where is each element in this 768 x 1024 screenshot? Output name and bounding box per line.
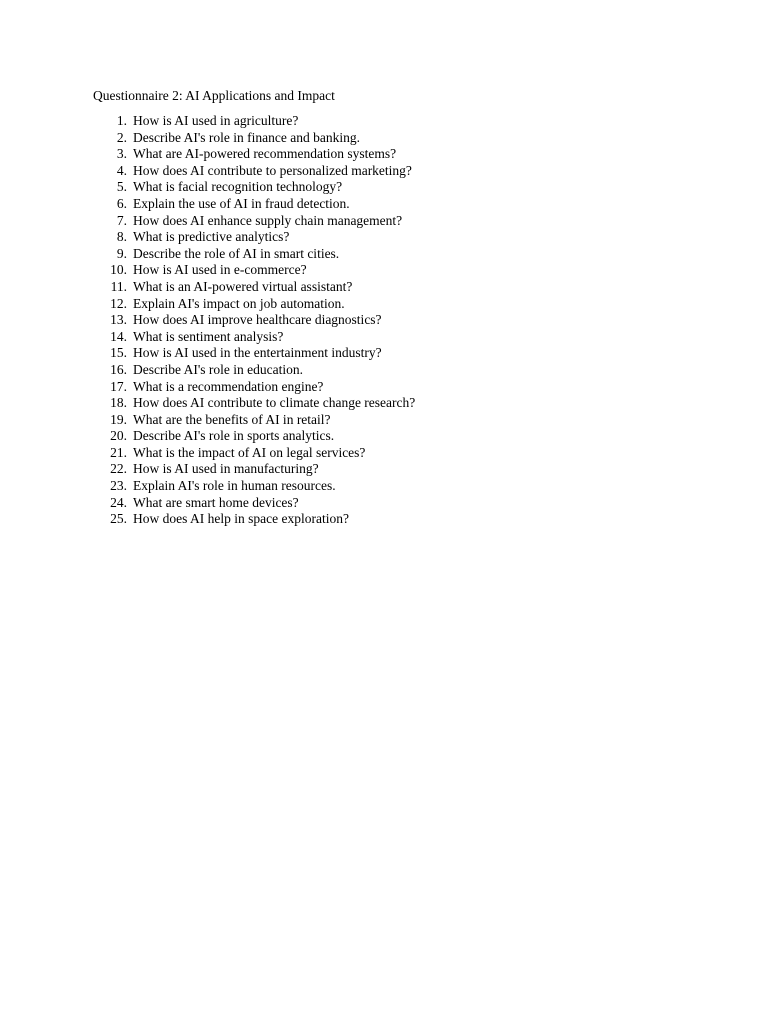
question-text: Explain the use of AI in fraud detection. (133, 195, 350, 211)
question-item (93, 213, 415, 230)
question-item (93, 113, 415, 130)
question-number: 20. (110, 428, 127, 444)
question-text: Explain AI's impact on job automation. (133, 295, 345, 311)
question-number: 7. (116, 212, 127, 228)
question-number: 14. (110, 328, 127, 344)
question-text: How does AI contribute to climate change research? (133, 395, 416, 411)
question-number: 18. (110, 395, 127, 411)
question-item (93, 130, 415, 147)
question-item (93, 345, 415, 362)
question-number: 11. (110, 278, 127, 294)
question-number: 10. (110, 262, 127, 278)
question-number: 2. (116, 129, 127, 145)
question-text: What is an AI-powered virtual assistant? (133, 278, 353, 294)
question-item (93, 511, 415, 528)
question-number: 16. (110, 361, 127, 377)
question-item (93, 379, 415, 396)
question-number: 21. (110, 444, 127, 460)
question-text: What is a recommendation engine? (133, 378, 324, 394)
question-item (93, 412, 415, 429)
question-number: 12. (110, 295, 127, 311)
question-number: 3. (116, 146, 127, 162)
question-text: How does AI contribute to personalized marketing? (133, 162, 412, 178)
question-text: What are the benefits of AI in retail? (133, 411, 331, 427)
question-text: How does AI improve healthcare diagnostics? (133, 312, 382, 328)
question-number: 24. (110, 494, 127, 510)
question-text: How does AI help in space exploration? (133, 511, 349, 527)
question-number: 8. (116, 229, 127, 245)
question-item (93, 179, 415, 196)
document-title: Questionnaire 2: AI Applications and Impact (93, 88, 335, 103)
question-text: Describe AI's role in sports analytics. (133, 428, 335, 444)
question-number: 13. (110, 312, 127, 328)
question-item (93, 312, 415, 329)
question-text: What are smart home devices? (133, 494, 299, 510)
question-item (93, 296, 415, 313)
question-item (93, 146, 415, 163)
question-item (93, 163, 415, 180)
question-number: 1. (116, 113, 127, 128)
question-text: What are AI-powered recommendation systems? (133, 146, 397, 162)
question-text: What is the impact of AI on legal services? (133, 444, 366, 460)
question-text: Explain AI's role in human resources. (133, 478, 336, 494)
question-item (93, 196, 415, 213)
question-item (93, 362, 415, 379)
question-item (93, 395, 415, 412)
question-item (93, 246, 415, 263)
question-item (93, 262, 415, 279)
question-text: How is AI used in agriculture? (133, 113, 299, 128)
question-text: How is AI used in the entertainment industry? (133, 345, 382, 361)
question-number: 17. (110, 378, 127, 394)
question-item (93, 329, 415, 346)
question-number: 9. (116, 245, 127, 261)
question-number: 19. (110, 411, 127, 427)
question-item (93, 495, 415, 512)
question-text: How is AI used in manufacturing? (133, 461, 319, 477)
question-number: 22. (110, 461, 127, 477)
question-item (93, 229, 415, 246)
question-item (93, 445, 415, 462)
question-text: How does AI enhance supply chain management? (133, 212, 403, 228)
question-number: 5. (116, 179, 127, 195)
question-number: 4. (116, 162, 127, 178)
question-number: 15. (110, 345, 127, 361)
question-text: What is facial recognition technology? (133, 179, 343, 195)
question-item (93, 279, 415, 296)
question-number: 23. (110, 478, 127, 494)
question-text: What is sentiment analysis? (133, 328, 284, 344)
question-number: 6. (116, 195, 127, 211)
question-text: What is predictive analytics? (133, 229, 290, 245)
question-item (93, 428, 415, 445)
question-text: Describe the role of AI in smart cities. (133, 245, 340, 261)
question-item (93, 478, 415, 495)
question-text: How is AI used in e-commerce? (133, 262, 307, 278)
question-list (93, 113, 415, 528)
question-number: 25. (110, 511, 127, 527)
question-item (93, 461, 415, 478)
question-text: Describe AI's role in education. (133, 361, 304, 377)
question-text: Describe AI's role in finance and banking. (133, 129, 360, 145)
